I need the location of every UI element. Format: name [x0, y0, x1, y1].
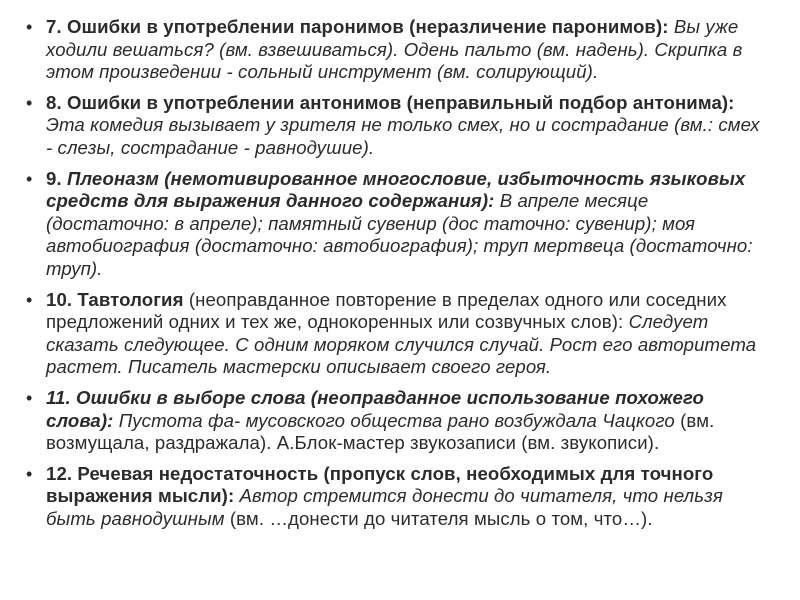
item-example: Следует сказать следующее. С одним моряком случился случай. Рост его авторитета растет. Писатель мастерски описывает своего героя.: [46, 311, 757, 378]
list-item-paronyms: [26, 16, 760, 84]
item-heading: 10. Тавтология: [46, 288, 184, 310]
item-heading: 12. Речевая недостаточность (пропуск слов, необходимых для точного выражения мысли):: [46, 462, 714, 507]
bullet-icon: •: [26, 289, 33, 310]
item-heading: 8. Ошибки в употреблении антонимов (неправильный подбор антонима):: [46, 91, 735, 113]
bullet-icon: •: [26, 92, 33, 113]
list-item-tautology: [26, 289, 760, 379]
error-types-list: [26, 16, 760, 530]
item-example: В апреле месяце (достаточно: в апреле); памятный сувенир (дос таточно: сувенир); моя автобиография (достаточно: автобиография); труп мертвеца (достаточно: труп).: [46, 190, 753, 279]
bullet-icon: •: [26, 387, 33, 408]
item-correction: (вм. …донести до читателя мысль о том, что…).: [224, 507, 653, 529]
bullet-icon: •: [26, 17, 33, 37]
item-example: Пустота фа- мусовского общества рано возбуждала Чацкого: [113, 409, 675, 431]
list-item-word-choice: [26, 387, 760, 455]
item-heading: 7. Ошибки в употреблении паронимов (неразличение паронимов):: [46, 16, 669, 37]
item-number: 9.: [46, 167, 67, 189]
item-example: Вы уже ходили вешаться? (вм. взвешиваться). Одень пальто (вм. надень). Скрипка в этом произведении - сольный инструмент (вм. солирующий).: [46, 16, 743, 83]
item-example: Автор стремится донести до читателя, что нельзя быть равнодушным: [46, 485, 723, 529]
bullet-icon: •: [26, 168, 33, 189]
list-item-antonyms: [26, 92, 760, 160]
item-correction: (вм. возмущала, раздражала). А.Блок-мастер звукозаписи (вм. звукописи).: [46, 409, 715, 454]
item-heading: 11. Ошибки в выборе слова (неоправданное использование похожего слова):: [46, 386, 704, 431]
bullet-icon: •: [26, 463, 33, 484]
item-definition: (неоправданное повторение в пределах одного или соседних предложений одних и тех же, однокоренных или созвучных слов):: [46, 288, 727, 333]
item-heading: Плеоназм (немотивированное многословие, избыточность языковых средств для выражения данного содержания):: [46, 167, 746, 212]
list-item-insufficiency: [26, 463, 760, 531]
list-item-pleonasm: [26, 168, 760, 281]
item-example: Эта комедия вызывает у зрителя не только смех, но и сострадание (вм.: смех - слезы, сострадание - равнодушие).: [46, 114, 760, 158]
